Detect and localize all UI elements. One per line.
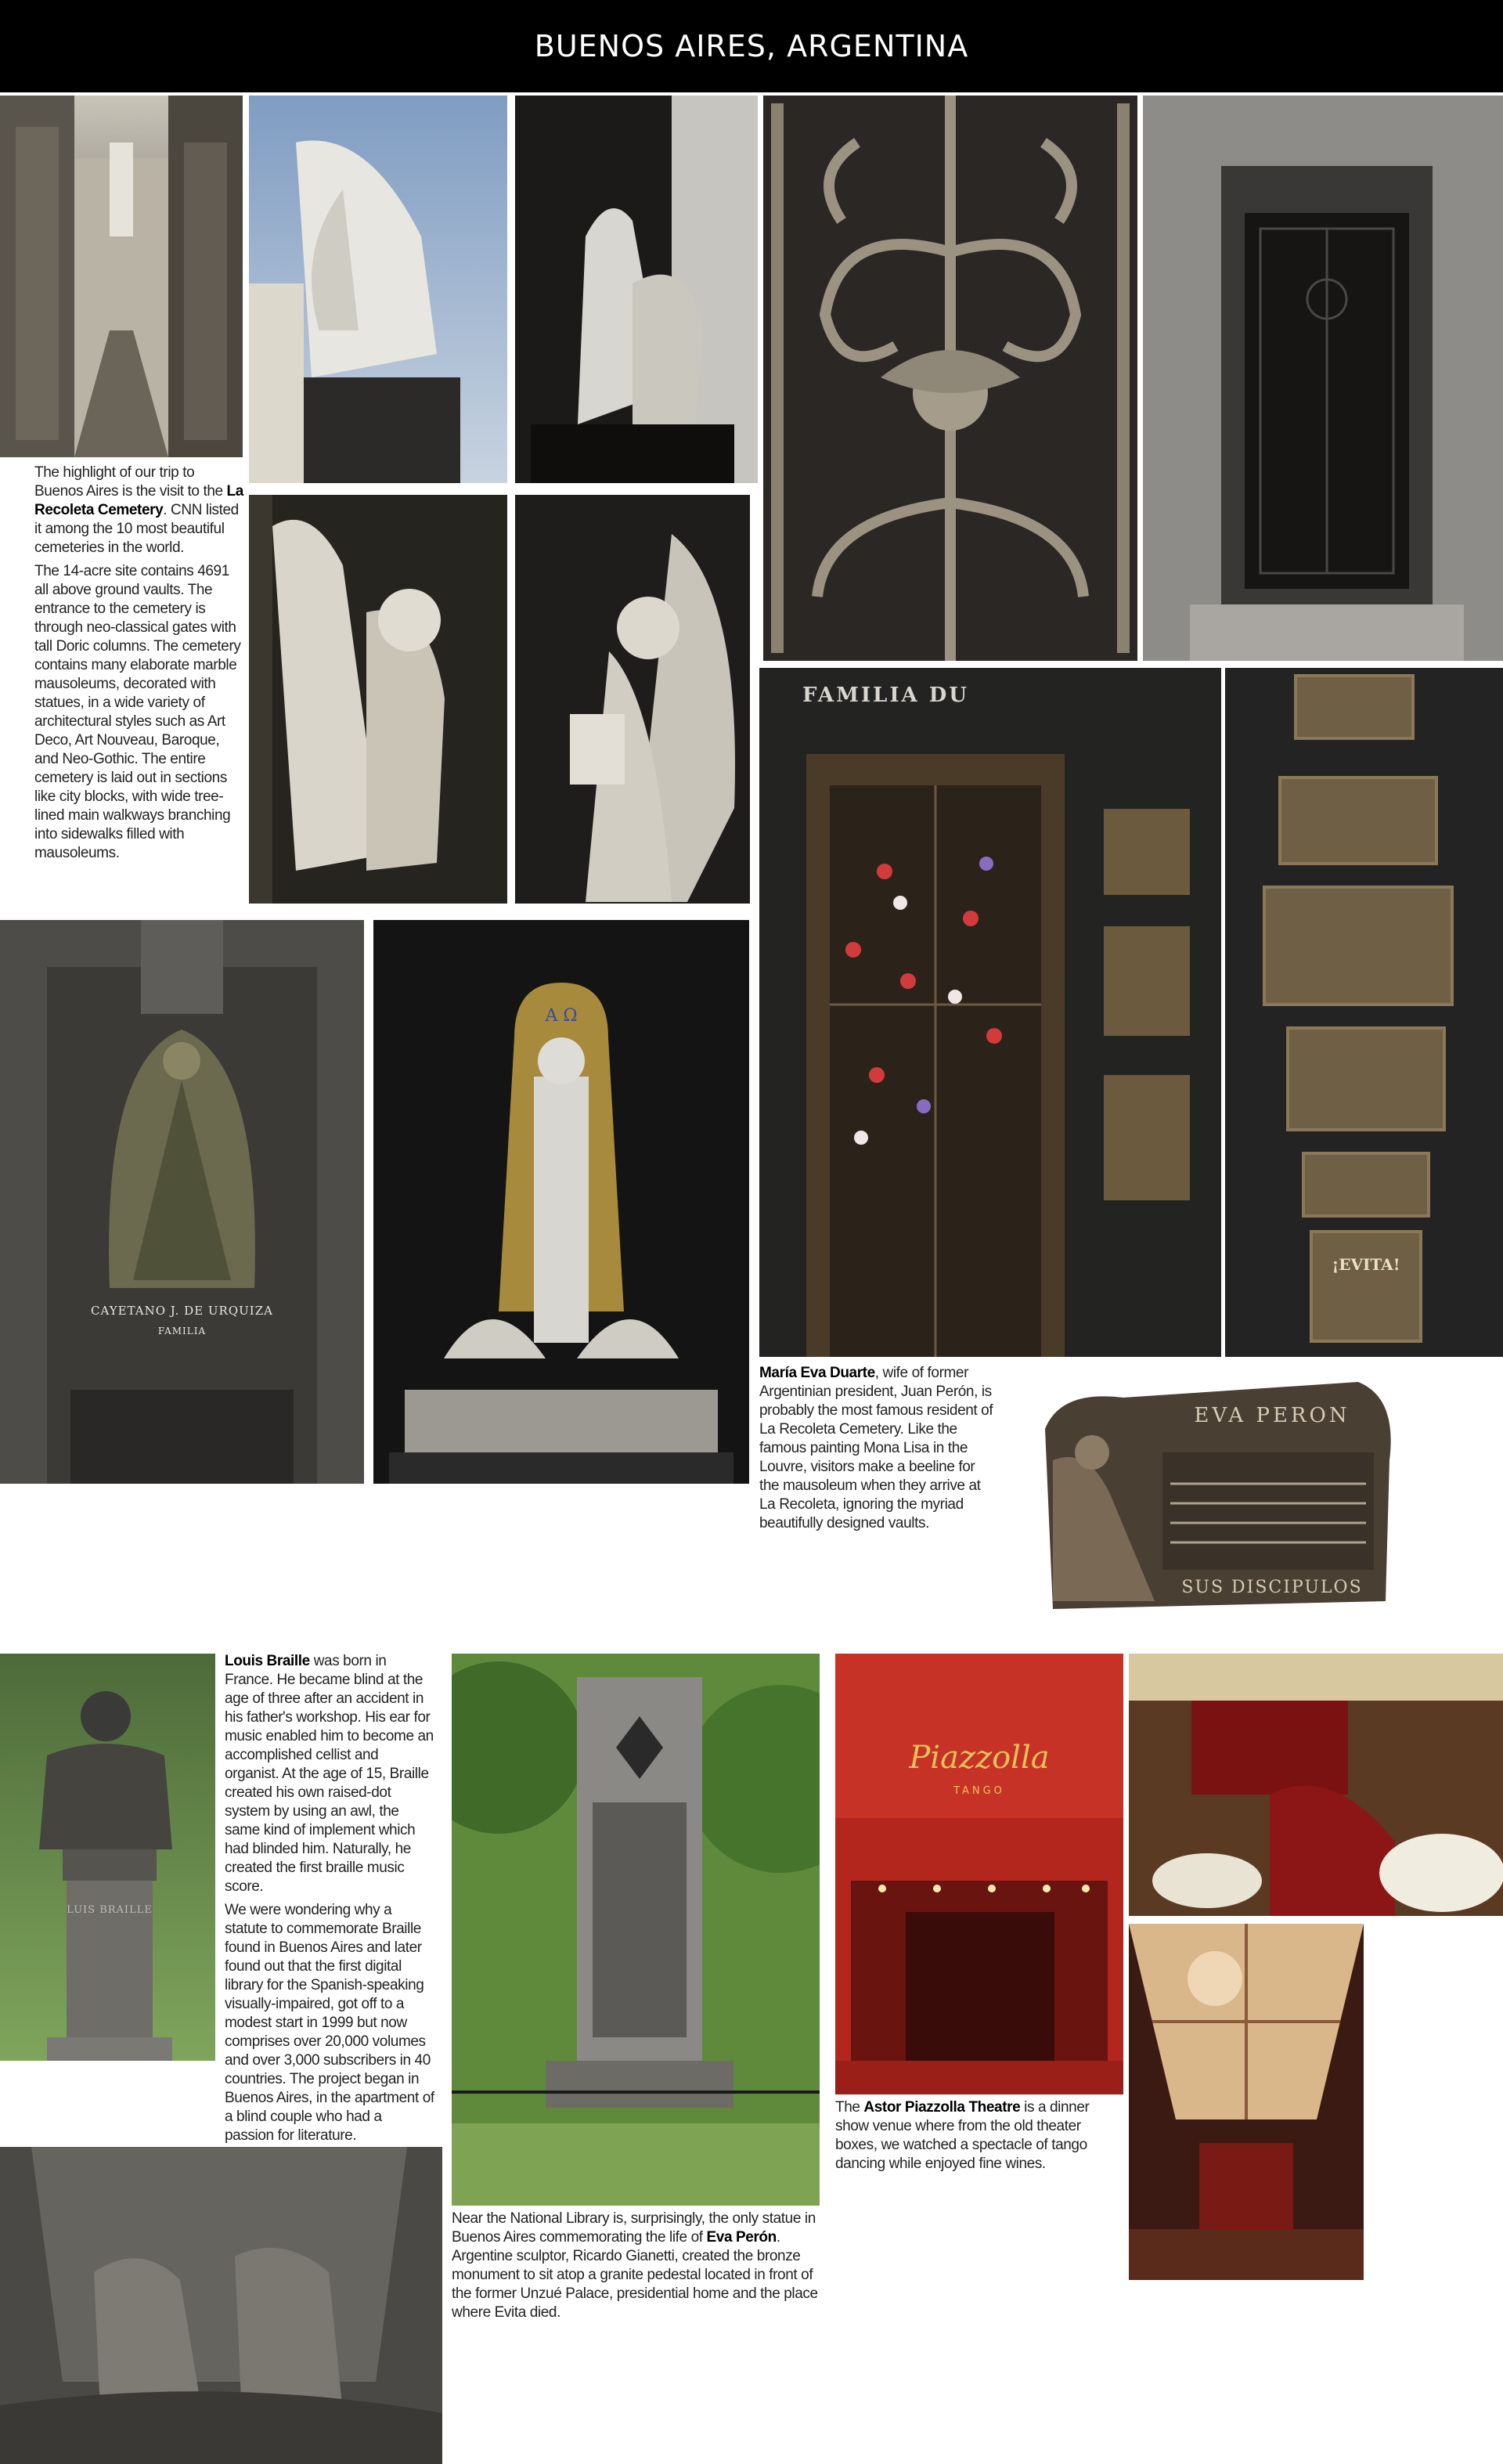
- eva-duarte-name: María Eva Duarte: [759, 1365, 875, 1381]
- recoleta-site-text: The 14-acre site contains 4691 all above ground vaults. The entrance to the cemetery is through neo-classical gates with tall Doric columns. The cemetery contains many elaborate marble mausoleums, decorated with statues, in a wide variety of architectural styles such as Art Deco, Art Nouveau, Baroque, and Neo-Gothic. The entire cemetery is laid out in sections like city blocks, with wide tree-lined main walkways branching into sidewalks filled with mausoleums.: [34, 563, 241, 861]
- evita-statue-intro: Near the National Library is, surprisingly, the only statue in Buenos Aires commemorating the life of: [452, 2210, 816, 2246]
- recoleta-cemetery-name: La Recoleta Cemetery: [34, 483, 243, 518]
- piazzolla-intro: The: [835, 2099, 864, 2116]
- eva-peron-plaque-footer: SUS DISCIPULOS: [1181, 1578, 1363, 1597]
- page-title: BUENOS AIRES, ARGENTINA: [534, 29, 969, 63]
- evita-statue-description: [452, 2210, 820, 2327]
- eva-peron-plaque-photo: [1029, 1366, 1401, 1625]
- piazzolla-text: is a dinner show venue where from the old theater boxes, we watched a spectacle of tango dancing while enjoyed fine wines.: [835, 2099, 1090, 2172]
- recoleta-intro-end: . CNN listed it among the 10 most beautiful cemeteries in the world.: [34, 502, 239, 556]
- cemetery-alley-photo: [0, 96, 243, 457]
- eva-duarte-description: [759, 1364, 994, 1538]
- familia-inscription: FAMILIA DU: [802, 684, 969, 707]
- title-banner: [0, 0, 1503, 92]
- painted-ceiling-hall-photo: [1129, 1924, 1364, 2280]
- angels-mausoleum-photo: [515, 96, 758, 483]
- braille-bust-photo: [0, 1654, 215, 2061]
- braille-library-text: We were wondering why a statute to commemorate Braille found in Buenos Aires and later found out that the first digital library for the Spanish-speaking visually-impaired, got off to a modest start in 1999 but now comprises over 20,000 volumes and over 3,000 subscribers in 40 countries. The project began in Buenos Aires, in the apartment of a blind couple who had a passion for literature.: [225, 1902, 434, 2144]
- duarte-mausoleum-photo: [759, 668, 1221, 1357]
- winged-angel-closeup-photo: [249, 495, 507, 904]
- evita-statue-text: . Argentine sculptor, Ricardo Gianetti, created the bronze monument to sit atop a granite pedestal located in front of the former Unzué Palace, presidential home and the place where Evita died.: [452, 2229, 818, 2321]
- urquiza-virgin-mausoleum-photo: [0, 920, 364, 1484]
- granite-vault-door-photo: [1143, 96, 1503, 661]
- piazzolla-theatre-entrance-photo: [835, 1654, 1123, 2094]
- piazzolla-tango-label: TANGO: [953, 1785, 1005, 1797]
- eva-peron-plaque-title: EVA PERON: [1194, 1404, 1350, 1427]
- alpha-omega-symbol: A Ω: [545, 1006, 578, 1026]
- piazzolla-logo: Piazzolla: [909, 1740, 1050, 1776]
- wrought-iron-gate-photo: [763, 96, 1137, 661]
- recoleta-intro-text: The highlight of our trip to Buenos Aires is the visit to the: [34, 464, 227, 500]
- braille-bio-text: was born in France. He became blind at the age of three after an accident in his father's workshop. His ear for music enabled him to become an accomplished cellist and organist. At the age of 15, Braille created his own raised-dot system by using an awl, the same kind of implement which had blinded him. Naturally, he created the first braille music score.: [225, 1653, 434, 1895]
- christ-statue-photo: [373, 920, 749, 1484]
- evita-plaque-text: ¡EVITA!: [1332, 1255, 1400, 1274]
- eva-peron-name: Eva Perón: [706, 2229, 777, 2246]
- braille-name: Louis Braille: [225, 1653, 310, 1669]
- bronze-plaques-photo: [1225, 668, 1503, 1357]
- angel-statue-sky-photo: [249, 96, 507, 483]
- eva-duarte-text: , wife of former Argentinian president, Juan Perón, is probably the most famous resident of La Recoleta Cemetery. Like the famous painting Mona Lisa in the Louvre, visitors make a beeline for the mausoleum when they arrive at La Recoleta, ignoring the myriad beautifully designed vaults.: [759, 1365, 993, 1531]
- urquiza-inscription: [63, 1304, 301, 1337]
- evita-monument-photo: [452, 1654, 820, 2206]
- braille-pedestal-name: LUIS BRAILLE: [67, 1904, 153, 1916]
- piazzolla-description: [835, 2098, 1125, 2178]
- recoleta-description: [34, 464, 244, 868]
- theater-boxes-photo: [1129, 1654, 1503, 1916]
- braille-description: [225, 1652, 434, 2150]
- urquiza-name-text: CAYETANO J. DE URQUIZA: [91, 1304, 273, 1318]
- urquiza-familia-text: FAMILIA: [157, 1326, 207, 1337]
- piazzolla-theatre-name: Astor Piazzolla Theatre: [863, 2099, 1021, 2116]
- braille-hands-photo: [0, 2147, 442, 2464]
- reading-angel-photo: [515, 495, 750, 904]
